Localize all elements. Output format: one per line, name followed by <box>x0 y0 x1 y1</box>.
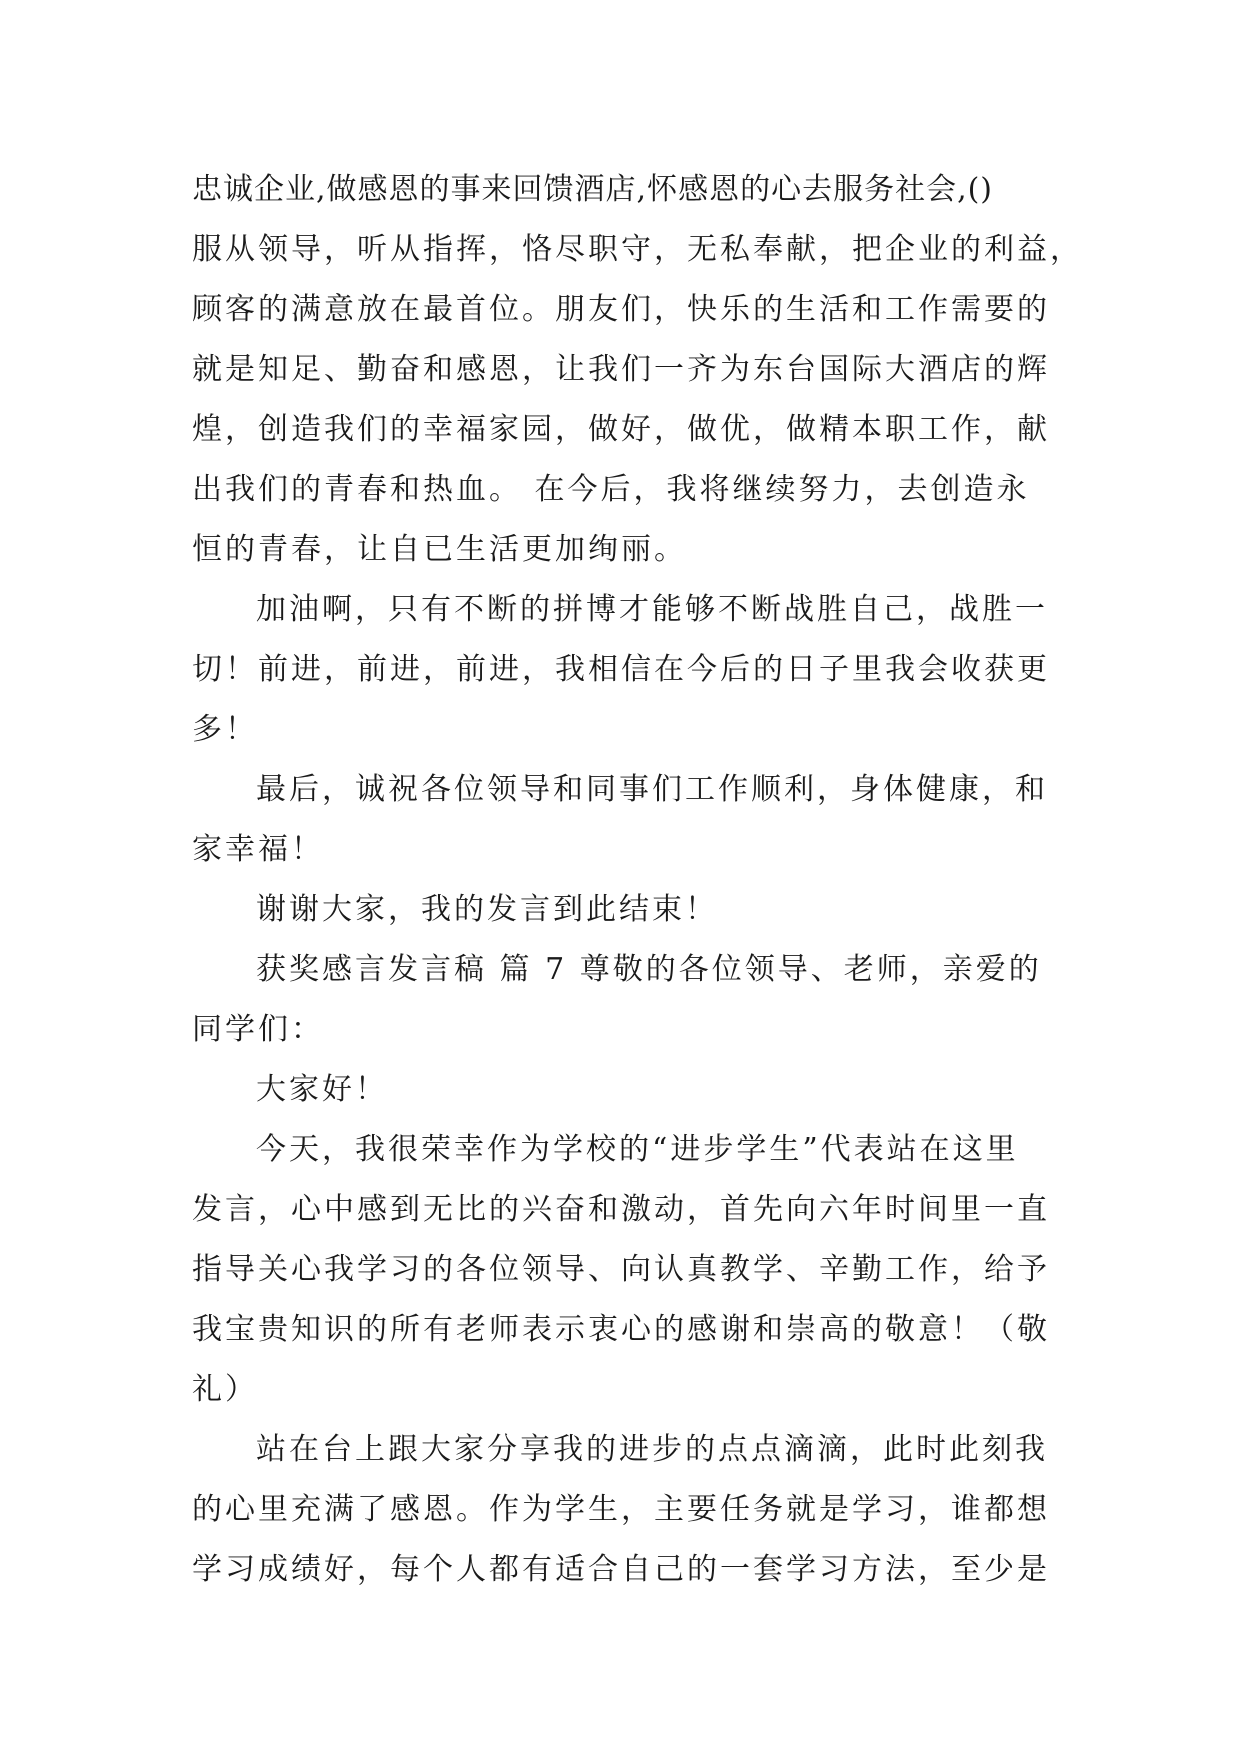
document-body <box>192 160 1083 1600</box>
text-line: 最后，诚祝各位领导和同事们工作顺利，身体健康，和 <box>256 772 1048 807</box>
text-line: 今天，我很荣幸作为学校的“进步学生”代表站在这里 <box>256 1132 1019 1167</box>
text-line: 指导关心我学习的各位领导、向认真教学、辛勤工作，给予 <box>192 1252 1050 1287</box>
text-line: 的心里充满了感恩。作为学生，主要任务就是学习，谁都想 <box>192 1492 1050 1527</box>
text-line: 服从领导，听从指挥，恪尽职守，无私奉献，把企业的利益， <box>192 232 1083 267</box>
text-line: 发言，心中感到无比的兴奋和激动，首先向六年时间里一直 <box>192 1192 1050 1227</box>
text-line: 加油啊，只有不断的拼博才能够不断战胜自己，战胜一 <box>256 592 1048 627</box>
text-line: 多！ <box>192 712 258 747</box>
text-line: 就是知足、勤奋和感恩，让我们一齐为东台国际大酒店的辉 <box>192 352 1050 387</box>
text-line: 获奖感言发言稿 篇 7 尊敬的各位领导、老师，亲爱的 <box>256 952 1042 987</box>
text-line: 站在台上跟大家分享我的进步的点点滴滴，此时此刻我 <box>256 1432 1048 1467</box>
text-line: 家幸福！ <box>192 832 324 867</box>
text-line: 谢谢大家，我的发言到此结束！ <box>256 892 718 927</box>
text-line: 出我们的青春和热血。 在今后，我将继续努力，去创造永 <box>192 472 1030 507</box>
text-line: 忠诚企业,做感恩的事来回馈酒店,怀感恩的心去服务社会,() <box>192 172 994 207</box>
text-line: 我宝贵知识的所有老师表示衷心的感谢和崇高的敬意！（敬 <box>192 1312 1050 1347</box>
text-line: 顾客的满意放在最首位。朋友们，快乐的生活和工作需要的 <box>192 292 1050 327</box>
text-line: 学习成绩好，每个人都有适合自己的一套学习方法，至少是 <box>192 1552 1050 1587</box>
text-line: 恒的青春，让自已生活更加绚丽。 <box>192 532 687 567</box>
text-line: 礼） <box>192 1372 258 1407</box>
text-line: 切！前进，前进，前进，我相信在今后的日子里我会收获更 <box>192 652 1050 687</box>
text-line: 大家好！ <box>256 1072 388 1107</box>
text-line: 同学们： <box>192 1012 324 1047</box>
text-line: 煌，创造我们的幸福家园，做好，做优，做精本职工作，献 <box>192 412 1050 447</box>
